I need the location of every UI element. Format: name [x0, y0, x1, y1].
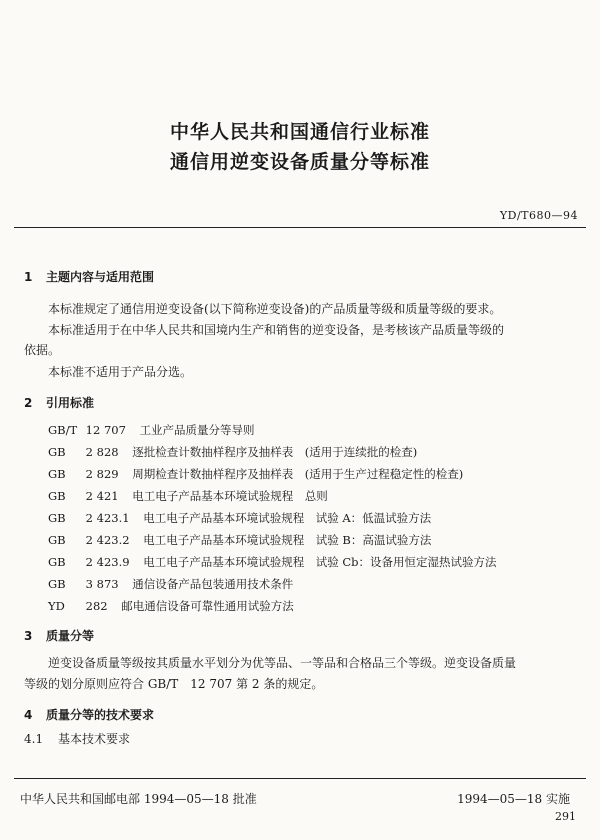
- reference-item: [48, 510, 431, 526]
- reference-code: YD: [48, 599, 65, 613]
- document-number: YD/T680—94: [499, 209, 578, 222]
- page-number: 291: [555, 810, 576, 823]
- section-3-heading: [24, 627, 94, 644]
- s1-paragraph-1: 本标准规定了通信用逆变设备(以下简称逆变设备)的产品质量等级和质量等级的要求。: [48, 302, 502, 316]
- reference-item: [48, 488, 328, 504]
- section-2-heading: [24, 394, 94, 411]
- reference-item: [48, 422, 255, 438]
- reference-title: 工业产品质量分等导则: [139, 423, 255, 437]
- reference-title: 电工电子产品基本环境试验规程 试验 Cb：设备用恒定湿热试验方法: [143, 555, 497, 569]
- subsection-number: 4.1: [24, 732, 44, 746]
- reference-title: 周期检查计数抽样程序及抽样表 (适用于生产过程稳定性的检查): [132, 467, 464, 481]
- s1-paragraph-3: 本标准不适用于产品分选。: [48, 365, 193, 379]
- title-line-2: 通信用逆变设备质量分等标准: [169, 151, 430, 173]
- section-1-heading: [24, 268, 154, 285]
- s1-paragraph-2-line-2: 依据。: [24, 343, 61, 357]
- reference-number: 2 828: [85, 445, 119, 459]
- reference-title: 电工电子产品基本环境试验规程 试验 B：高温试验方法: [143, 533, 432, 547]
- section-title: 主题内容与适用范围: [46, 270, 155, 284]
- reference-code: GB: [48, 489, 66, 503]
- reference-number: 282: [85, 599, 108, 613]
- footer-rule: [14, 778, 586, 779]
- section-4-heading: [24, 706, 154, 723]
- section-number: 4: [24, 708, 33, 722]
- reference-code: GB: [48, 467, 66, 481]
- reference-number: 2 423.1: [85, 511, 130, 525]
- section-number: 2: [24, 396, 33, 410]
- reference-code: GB: [48, 445, 66, 459]
- reference-number: 2 423.2: [85, 533, 130, 547]
- reference-item: [48, 598, 294, 614]
- section-title: 质量分等: [46, 629, 95, 643]
- reference-number: 2 421: [85, 489, 119, 503]
- section-number: 3: [24, 629, 33, 643]
- s3-paragraph-line-2: 等级的划分原则应符合 GB/T 12 707 第 2 条的规定。: [24, 677, 324, 691]
- header-rule: [14, 227, 586, 228]
- reference-code: GB: [48, 555, 66, 569]
- section-number: 1: [24, 270, 33, 284]
- reference-number: 12 707: [85, 423, 126, 437]
- reference-title: 电工电子产品基本环境试验规程 试验 A：低温试验方法: [143, 511, 432, 525]
- reference-code: GB: [48, 533, 66, 547]
- reference-item: [48, 554, 497, 570]
- reference-code: GB/T: [48, 423, 78, 437]
- reference-item: [48, 444, 417, 460]
- s3-paragraph-line-1: 逆变设备质量等级按其质量水平划分为优等品、一等品和合格品三个等级。逆变设备质量: [48, 656, 517, 670]
- reference-title: 逐批检查计数抽样程序及抽样表 (适用于连续批的检查): [132, 445, 418, 459]
- reference-code: GB: [48, 511, 66, 525]
- reference-number: 2 829: [85, 467, 119, 481]
- section-title: 引用标准: [46, 396, 95, 410]
- approval-line: 中华人民共和国邮电部 1994—05—18 批准: [20, 792, 257, 806]
- implementation-date: 1994—05—18 实施: [457, 792, 570, 806]
- reference-title: 邮电通信设备可靠性通用试验方法: [121, 599, 294, 613]
- reference-title: 电工电子产品基本环境试验规程 总则: [132, 489, 328, 503]
- s1-paragraph-2-line-1: 本标准适用于在中华人民共和国境内生产和销售的逆变设备，是考核该产品质量等级的: [48, 323, 505, 337]
- reference-number: 2 423.9: [85, 555, 130, 569]
- subsection-title: 基本技术要求: [58, 732, 131, 746]
- reference-code: GB: [48, 577, 66, 591]
- reference-item: [48, 532, 431, 548]
- reference-number: 3 873: [85, 577, 119, 591]
- reference-item: [48, 576, 293, 592]
- reference-item: [48, 466, 463, 482]
- subsection-4-1-heading: [24, 730, 130, 747]
- title-line-1: 中华人民共和国通信行业标准: [169, 121, 430, 143]
- section-title: 质量分等的技术要求: [46, 708, 155, 722]
- reference-title: 通信设备产品包装通用技术条件: [132, 577, 294, 591]
